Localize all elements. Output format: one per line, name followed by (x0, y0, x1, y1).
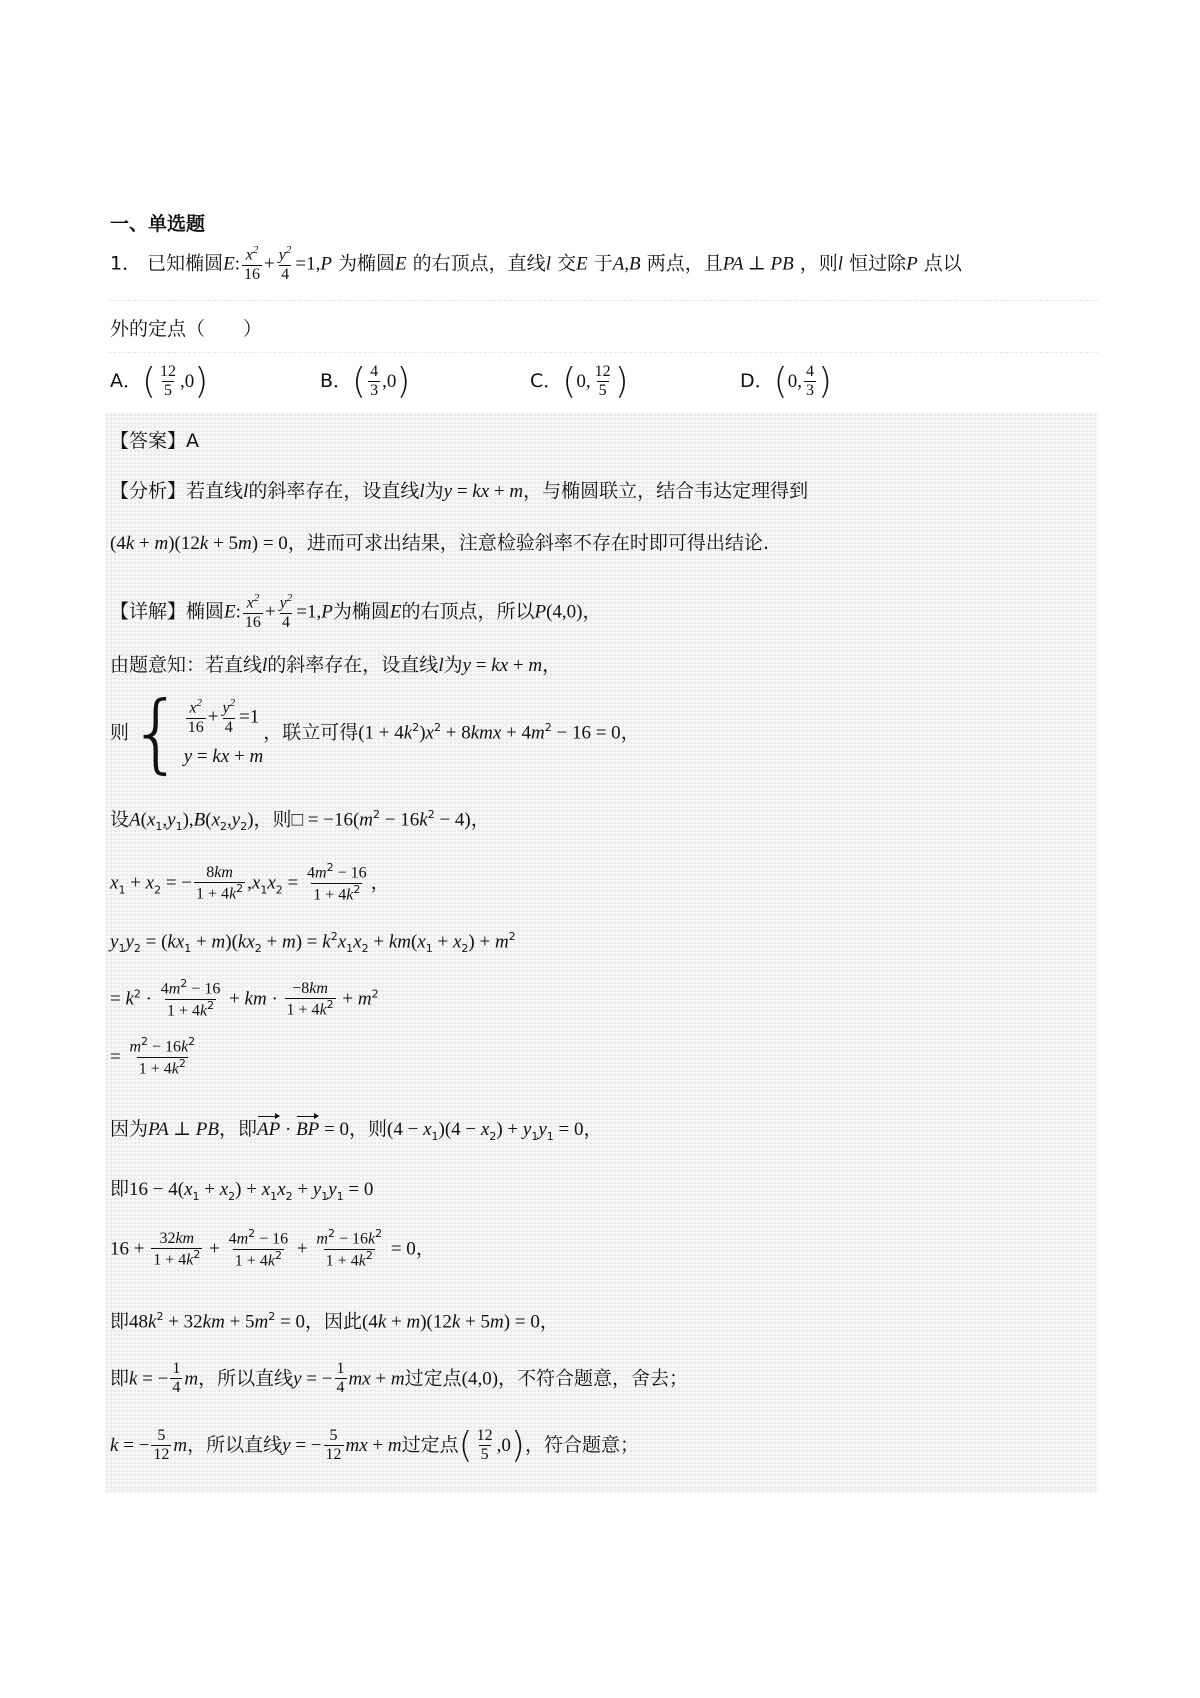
question-line-2: 外的定点（ ） (110, 318, 263, 340)
detail-line-2: 由题意知：若直线l的斜率存在，设直线l为y = kx + m， (110, 654, 562, 676)
section-title: 一、单选题 (110, 213, 206, 235)
detail-line-4: 设$A(x_1,y_1),B(x_2,y_2)$，则□ = $-16(m^2 - 16k^2 - 4)$， (110, 808, 490, 834)
detail-line-12: 即$48k^2 + 32km + 5m^2 = 0$，因此(4k + m)(12k + 5m) = 0， (110, 1310, 559, 1333)
analysis-line-2: (4k + m)(12k + 5m) = 0，进而可求出结果，注意检验斜率不存在时即可得出结论. (110, 532, 769, 554)
detail-line-6: $y_1y_2 = (kx_1 + m)(kx_2 + m) = k^2x_1x_2 + km(x_1 + x_2) + m^2$ (110, 930, 516, 956)
detail-line-1: 【详解】椭圆E: $\frac{x^2}{16}$ + $\frac{y^2}{4}$ =1,P为椭圆E的右顶点，所以P(4,0)， (110, 592, 602, 631)
detail-line-5: $x_1 + x_2$ = − $\frac{8km}{1 + 4k^2}$ $,x_1x_2$ = $\frac{4m^2 - 16}{1 + 4k^2}$ ， (110, 861, 390, 904)
detail-line-13: 即k = − $\frac{1}{4}$ m，所以直线y = − $\frac{1}{4}$ mx + m过定点(4,0)，不符合题意，舍去； (110, 1360, 689, 1397)
question-number: 1． (110, 252, 142, 275)
detail-line-7: = $k^2$ · $\frac{4m^2 - 16}{1 + 4k^2}$ + km · $\frac{-8km}{1 + 4k^2}$ + $m^2$ (110, 977, 379, 1020)
question-line-1: 1． 已知椭圆E: $\frac{x^2}{16}$ + $\frac{y^2}{4}$ =1,P 为椭圆E 的右顶点，直线l 交E 于A,B 两点，且PA ⊥ PB ，则l 恒过除P 点以 (110, 244, 962, 283)
detail-system: 则{ $\frac{x^2}{16}$ + $\frac{y^2}{4}$ =1 y = kx + m ，联立可得$(1 + 4k^2)x^2 + 8kmx + 4m^2 - 16 = 0$， (110, 683, 640, 783)
option-a[interactable]: A．( $\frac{12}{5}$ ,0) (110, 361, 209, 402)
answer-label: 【答案】A (110, 430, 199, 452)
analysis-line-1: 【分析】若直线l的斜率存在，设直线l为y = kx + m，与椭圆联立，结合韦达定理得到 (110, 480, 809, 502)
detail-line-11: 16 + $\frac{32km}{1 + 4k^2}$ + $\frac{4m^2 - 16}{1 + 4k^2}$ + $\frac{m^2 - 16k^2}{1 + 4k^2}$ = 0， (110, 1227, 435, 1270)
option-b[interactable]: B．( $\frac{4}{3}$ ,0) (320, 361, 411, 402)
detail-line-14: k = − $\frac{5}{12}$ m，所以直线y = − $\frac{5}{12}$ mx + m过定点( $\frac{12}{5}$ ,0)，符合题意； (110, 1425, 639, 1466)
detail-line-9: 因为PA ⊥ PB，即AP · BP = 0，则$(4 - x_1)(4 - x_2) + y_1y_1 = 0$， (110, 1118, 603, 1143)
option-c[interactable]: C．(0, $\frac{12}{5}$ ) (530, 361, 629, 402)
detail-line-10: 即$16 - 4(x_1 + x_2) + x_1x_2 + y_1y_1 = 0$ (110, 1178, 374, 1203)
option-d[interactable]: D．(0, $\frac{4}{3}$ ) (740, 361, 832, 402)
detail-line-8: = $\frac{m^2 - 16k^2}{1 + 4k^2}$ (110, 1035, 196, 1078)
